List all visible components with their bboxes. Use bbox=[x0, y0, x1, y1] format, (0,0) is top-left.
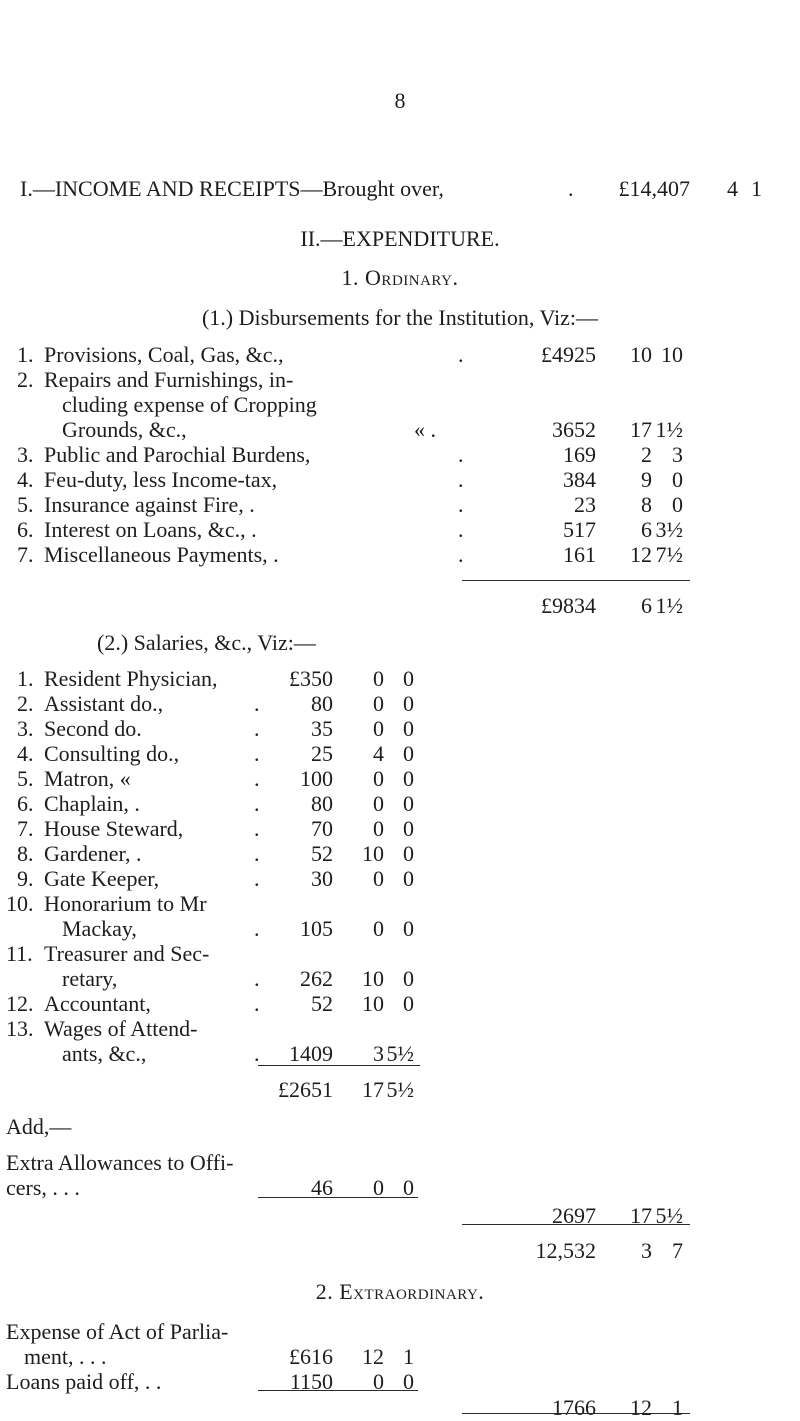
salary-number: 7. bbox=[17, 816, 34, 841]
disbursement-label: Grounds, &c., bbox=[62, 417, 187, 442]
disbursement-amount-shillings: 2 bbox=[641, 442, 652, 467]
ordinary-total-pounds: 12,532 bbox=[535, 1238, 596, 1263]
leader-dot: . bbox=[254, 791, 260, 816]
disbursement-label: Insurance against Fire, . bbox=[44, 492, 255, 517]
salary-number: 10. bbox=[6, 891, 34, 916]
salary-number: 2. bbox=[17, 691, 34, 716]
salaries-total-shillings: 17 bbox=[630, 1203, 652, 1228]
salary-amount-pence: 0 bbox=[403, 916, 414, 941]
extra-allowances-amount-pounds: 46 bbox=[311, 1175, 333, 1200]
salary-amount-pence: 0 bbox=[403, 766, 414, 791]
salaries-total-pence: 5½ bbox=[655, 1203, 683, 1228]
salary-amount-pence: 5½ bbox=[386, 1041, 414, 1066]
extraordinary-total-rule bbox=[258, 1390, 418, 1391]
extraordinary-heading: 2. Extraordinary. bbox=[315, 1279, 485, 1304]
salary-label: Chaplain, . bbox=[44, 791, 140, 816]
ordinary-total-pence: 7 bbox=[672, 1238, 683, 1263]
extraordinary-label: ment, . . . bbox=[24, 1344, 107, 1369]
extraordinary-total-shillings: 12 bbox=[630, 1395, 652, 1420]
salary-number: 12. bbox=[6, 991, 34, 1016]
disbursement-amount-pence: 0 bbox=[672, 492, 683, 517]
leader-dot: . bbox=[254, 966, 260, 991]
extraordinary-label: Loans paid off, . . bbox=[6, 1369, 162, 1394]
salaries-subtotal-pounds: £2651 bbox=[278, 1077, 333, 1102]
salary-amount-pounds: 52 bbox=[311, 991, 333, 1016]
leader-dot: . bbox=[254, 916, 260, 941]
disbursements-heading: (1.) Disbursements for the Institution, Viz:— bbox=[201, 305, 599, 330]
header-leader: . bbox=[568, 176, 574, 201]
salary-number: 6. bbox=[17, 791, 34, 816]
salary-amount-pounds: 262 bbox=[300, 966, 333, 991]
leader-dot: . bbox=[254, 816, 260, 841]
leader-dot: . bbox=[254, 841, 260, 866]
salary-number: 13. bbox=[6, 1016, 34, 1041]
leader-dot: . bbox=[254, 1041, 260, 1066]
salary-amount-shillings: 0 bbox=[373, 766, 384, 791]
salary-number: 8. bbox=[17, 841, 34, 866]
salary-number: 9. bbox=[17, 866, 34, 891]
salary-amount-pounds: 105 bbox=[300, 916, 333, 941]
salary-amount-pence: 0 bbox=[403, 841, 414, 866]
disbursement-label: Interest on Loans, &c., . bbox=[44, 517, 257, 542]
salary-number: 4. bbox=[17, 741, 34, 766]
extra-allowances-amount-pence: 0 bbox=[403, 1175, 414, 1200]
salaries-subtotal-pence: 5½ bbox=[386, 1077, 414, 1102]
salary-amount-pence: 0 bbox=[403, 691, 414, 716]
salary-amount-pence: 0 bbox=[403, 816, 414, 841]
disbursement-amount-pounds: 384 bbox=[563, 467, 596, 492]
salary-label: Treasurer and Sec- bbox=[44, 941, 210, 966]
disbursement-amount-pounds: 3652 bbox=[552, 417, 596, 442]
disbursement-amount-pounds: 169 bbox=[563, 442, 596, 467]
leader-dot: . bbox=[254, 991, 260, 1016]
disbursement-number: 1. bbox=[17, 342, 34, 367]
disbursements-total-rule bbox=[462, 580, 690, 581]
salary-number: 5. bbox=[17, 766, 34, 791]
header-amount-pence: 1 bbox=[751, 176, 762, 201]
disbursement-label: Public and Parochial Burdens, bbox=[44, 442, 311, 467]
disbursement-amount-pence: 3½ bbox=[655, 517, 683, 542]
disbursements-total-pence: 1½ bbox=[655, 593, 683, 618]
salary-label: Matron, « bbox=[44, 766, 131, 791]
disbursement-label: Feu-duty, less Income-tax, bbox=[44, 467, 278, 492]
disbursement-amount-shillings: 6 bbox=[641, 517, 652, 542]
disbursement-label: Miscellaneous Payments, . bbox=[44, 542, 279, 567]
salary-amount-shillings: 10 bbox=[362, 841, 384, 866]
salary-amount-shillings: 4 bbox=[373, 741, 384, 766]
extraordinary-label: Expense of Act of Parlia- bbox=[6, 1319, 229, 1344]
salaries-total-pounds: 2697 bbox=[552, 1203, 596, 1228]
salary-amount-pounds: 80 bbox=[311, 691, 333, 716]
disbursements-total-pounds: £9834 bbox=[541, 593, 596, 618]
salary-label: ants, &c., bbox=[62, 1041, 147, 1066]
leader-dot: . bbox=[458, 492, 464, 517]
salary-amount-shillings: 10 bbox=[362, 991, 384, 1016]
salary-label: Gate Keeper, bbox=[44, 866, 160, 891]
extra-allowances-label: Extra Allowances to Offi- bbox=[6, 1150, 234, 1175]
salary-amount-shillings: 0 bbox=[373, 866, 384, 891]
disbursement-amount-shillings: 17 bbox=[630, 417, 652, 442]
leader-dot: . bbox=[254, 716, 260, 741]
salary-label: Assistant do., bbox=[44, 691, 164, 716]
extraordinary-total-pence: 1 bbox=[672, 1395, 683, 1420]
extraordinary-amount-pence: 1 bbox=[403, 1344, 414, 1369]
extraordinary-amount-shillings: 12 bbox=[362, 1344, 384, 1369]
disbursement-amount-pence: 7½ bbox=[655, 542, 683, 567]
salaries-total-rule bbox=[258, 1197, 418, 1198]
salary-amount-shillings: 0 bbox=[373, 716, 384, 741]
expenditure-title: II.—EXPENDITURE. bbox=[300, 226, 500, 251]
extraordinary-amount-pounds: 1150 bbox=[289, 1369, 333, 1394]
salary-label: Gardener, . bbox=[44, 841, 142, 866]
ordinary-total-shillings: 3 bbox=[641, 1238, 652, 1263]
salary-label: Honorarium to Mr bbox=[44, 891, 207, 916]
disbursement-number: 4. bbox=[17, 467, 34, 492]
salary-amount-pence: 0 bbox=[403, 791, 414, 816]
leader-dot: . bbox=[458, 517, 464, 542]
salaries-heading: (2.) Salaries, &c., Viz:— bbox=[97, 630, 316, 655]
disbursement-amount-shillings: 10 bbox=[630, 342, 652, 367]
disbursement-amount-pounds: 23 bbox=[574, 492, 596, 517]
add-label: Add,— bbox=[6, 1114, 72, 1139]
salary-label: Mackay, bbox=[62, 916, 137, 941]
salaries-subtotal-shillings: 17 bbox=[362, 1077, 384, 1102]
leader-dot: . bbox=[254, 866, 260, 891]
disbursement-label: cluding expense of Cropping bbox=[62, 392, 317, 417]
extra-allowances-label: cers, . . . bbox=[6, 1175, 80, 1200]
disbursement-number: 3. bbox=[17, 442, 34, 467]
disbursement-amount-pence: 1½ bbox=[655, 417, 683, 442]
salary-amount-pence: 0 bbox=[403, 866, 414, 891]
disbursement-amount-shillings: 8 bbox=[641, 492, 652, 517]
salary-label: Second do. bbox=[44, 716, 142, 741]
salary-amount-pence: 0 bbox=[403, 716, 414, 741]
salary-amount-pounds: 80 bbox=[311, 791, 333, 816]
disbursement-number: 6. bbox=[17, 517, 34, 542]
salary-amount-pounds: 1409 bbox=[289, 1041, 333, 1066]
disbursement-number: 5. bbox=[17, 492, 34, 517]
extraordinary-amount-pence: 0 bbox=[403, 1369, 414, 1394]
salary-amount-pence: 0 bbox=[403, 991, 414, 1016]
leader-dot: . bbox=[254, 691, 260, 716]
ordinary-total-rule bbox=[462, 1224, 690, 1225]
header-amount-pounds: £14,407 bbox=[618, 176, 690, 201]
salary-amount-pence: 0 bbox=[403, 666, 414, 691]
salary-amount-shillings: 3 bbox=[373, 1041, 384, 1066]
salary-amount-pence: 0 bbox=[403, 966, 414, 991]
disbursement-amount-shillings: 9 bbox=[641, 467, 652, 492]
payments-rule bbox=[462, 1413, 690, 1414]
leader-dot: . bbox=[458, 542, 464, 567]
salary-amount-pence: 0 bbox=[403, 741, 414, 766]
disbursement-label: Repairs and Furnishings, in- bbox=[44, 367, 294, 392]
disbursement-amount-pounds: £4925 bbox=[541, 342, 596, 367]
salary-amount-pounds: 25 bbox=[311, 741, 333, 766]
disbursement-number: 2. bbox=[17, 367, 34, 392]
salary-label: Accountant, bbox=[44, 991, 151, 1016]
disbursement-amount-pence: 10 bbox=[661, 342, 683, 367]
header-title: I.—INCOME AND RECEIPTS—Brought over, bbox=[20, 176, 444, 201]
disbursement-label: Provisions, Coal, Gas, &c., bbox=[44, 342, 284, 367]
leader-dot: . bbox=[254, 766, 260, 791]
salary-amount-shillings: 0 bbox=[373, 691, 384, 716]
salary-label: Resident Physician, bbox=[44, 666, 218, 691]
salary-amount-pounds: £350 bbox=[289, 666, 333, 691]
disbursement-amount-pounds: 161 bbox=[563, 542, 596, 567]
header-amount-shillings: 4 bbox=[727, 176, 738, 201]
disbursement-number: 7. bbox=[17, 542, 34, 567]
leader-dot: « . bbox=[414, 417, 436, 442]
ordinary-title: 1. Ordinary. bbox=[341, 265, 459, 290]
page-number: 8 bbox=[394, 88, 406, 113]
extraordinary-total-pounds: 1766 bbox=[552, 1395, 596, 1420]
disbursement-amount-pounds: 517 bbox=[563, 517, 596, 542]
disbursement-amount-pence: 0 bbox=[672, 467, 683, 492]
salary-label: House Steward, bbox=[44, 816, 184, 841]
salary-amount-pounds: 100 bbox=[300, 766, 333, 791]
disbursements-total-shillings: 6 bbox=[641, 593, 652, 618]
leader-dot: . bbox=[458, 467, 464, 492]
salary-label: Consulting do., bbox=[44, 741, 180, 766]
salary-number: 1. bbox=[17, 666, 34, 691]
extraordinary-amount-pounds: £616 bbox=[289, 1344, 333, 1369]
leader-dot: . bbox=[458, 442, 464, 467]
salary-label: retary, bbox=[62, 966, 118, 991]
extraordinary-amount-shillings: 0 bbox=[373, 1369, 384, 1394]
salaries-subtotal-rule bbox=[258, 1065, 420, 1066]
salary-amount-shillings: 10 bbox=[362, 966, 384, 991]
disbursement-amount-shillings: 12 bbox=[630, 542, 652, 567]
salary-amount-pounds: 70 bbox=[311, 816, 333, 841]
salary-amount-shillings: 0 bbox=[373, 916, 384, 941]
salary-label: Wages of Attend- bbox=[44, 1016, 198, 1041]
salary-number: 3. bbox=[17, 716, 34, 741]
leader-dot: . bbox=[254, 741, 260, 766]
salary-amount-shillings: 0 bbox=[373, 791, 384, 816]
salary-amount-pounds: 30 bbox=[311, 866, 333, 891]
extra-allowances-amount-shillings: 0 bbox=[373, 1175, 384, 1200]
salary-amount-shillings: 0 bbox=[373, 816, 384, 841]
salary-amount-pounds: 52 bbox=[311, 841, 333, 866]
salary-number: 11. bbox=[6, 941, 33, 966]
salary-amount-pounds: 35 bbox=[311, 716, 333, 741]
leader-dot: . bbox=[458, 342, 464, 367]
salary-amount-shillings: 0 bbox=[373, 666, 384, 691]
disbursement-amount-pence: 3 bbox=[672, 442, 683, 467]
